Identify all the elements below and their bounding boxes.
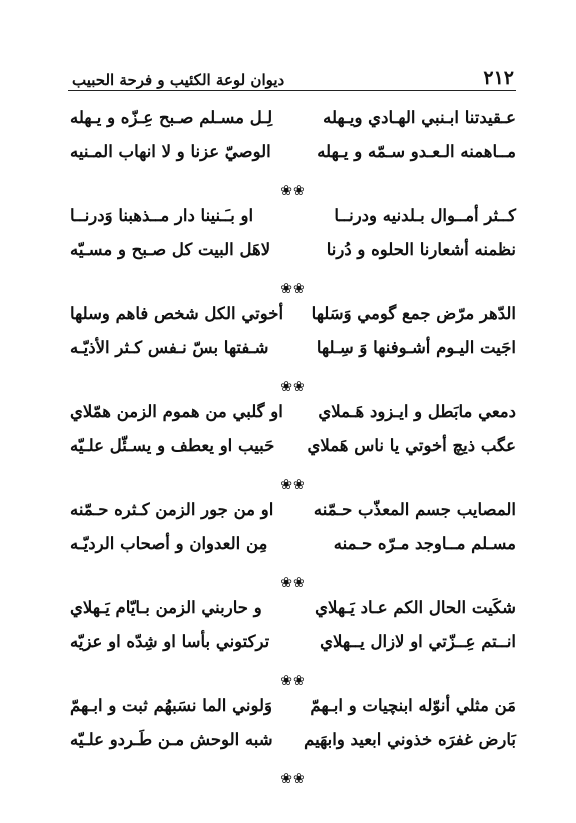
verse-first-hemistich: كــثر أمــوال بـلدنيه ودرنــا <box>334 206 516 225</box>
verse-line <box>70 696 516 730</box>
verse-line <box>70 598 516 632</box>
verse-first-hemistich: اجَيت اليـوم أشـوفنها وَ سِـلها <box>316 338 516 357</box>
verse-line <box>70 632 516 666</box>
verse-second-hemistich: مِن العدوان و أصحاب الرديّـه <box>70 534 268 553</box>
verse-first-hemistich: الدّهر مرّض جمع گومي وَسَلها <box>311 304 516 323</box>
book-title: ديوان لوعة الكئيب و فرحة الحبيب <box>72 71 285 89</box>
verse-first-hemistich: مَن مثلي أنوّله ابنچيات و ابـهمّ <box>310 696 516 715</box>
flower-ornament-icon: ❀❀ <box>280 771 306 787</box>
flower-ornament-icon: ❀❀ <box>280 281 306 297</box>
verse-first-hemistich: انــتم عِــزّتي او لازال يــهلاي <box>320 632 516 651</box>
stanza <box>70 500 516 598</box>
verse-line <box>70 304 516 338</box>
verse-first-hemistich: عگب ذيچ أخوتي يا ناس هَملاي <box>307 436 516 455</box>
verse-second-hemistich: لاهَل البيت كل صـبح و مسـيّه <box>70 240 271 259</box>
verse-line <box>70 500 516 534</box>
page-number: ٢١٢ <box>483 67 514 89</box>
verse-first-hemistich: بَارض غفرَه خذوني ابعيد وابهَيم <box>304 730 516 749</box>
flower-ornament-icon: ❀❀ <box>280 379 306 395</box>
stanza <box>70 696 516 794</box>
verse-line <box>70 108 516 142</box>
page-header <box>72 62 514 88</box>
verse-first-hemistich: نظمنه أشعارنا الحلوه و دُرنا <box>326 240 516 259</box>
verse-second-hemistich: لِـل مسـلم صـبح عِـزّه و يـهله <box>70 108 273 127</box>
verse-line <box>70 206 516 240</box>
verse-second-hemistich: او بـَـنينا دار مــذهبنا وَدرنــا <box>70 206 254 225</box>
verse-first-hemistich: شكَيت الحال الكم عـاد يَـهلاي <box>315 598 516 617</box>
verse-line <box>70 436 516 470</box>
verse-second-hemistich: وَلوني الما نسَبهُم ثبت و ابـهمّ <box>70 696 272 715</box>
verse-first-hemistich: مــاهمنه الـعـدو سـمّه و يـهله <box>317 142 516 161</box>
verse-first-hemistich: عـقيدتنا ابـنبي الهـادي ويـهله <box>323 108 516 127</box>
poem-body <box>70 108 516 794</box>
verse-second-hemistich: و حاربني الزمن بـايّام يَـهلاي <box>70 598 262 617</box>
stanza <box>70 108 516 206</box>
flower-ornament-icon: ❀❀ <box>280 477 306 493</box>
verse-second-hemistich: أخوتي الكل شخص فاهم وسلها <box>70 304 284 323</box>
verse-line <box>70 142 516 176</box>
verse-first-hemistich: مسـلم مــاوجد مـرّه حـمنه <box>333 534 516 553</box>
verse-line <box>70 402 516 436</box>
stanza <box>70 304 516 402</box>
verse-line <box>70 730 516 764</box>
verse-line <box>70 534 516 568</box>
verse-second-hemistich: او من جور الزمن كـثره حـمّنه <box>70 500 274 519</box>
header-rule <box>68 90 516 91</box>
stanza <box>70 402 516 500</box>
stanza <box>70 598 516 696</box>
verse-second-hemistich: تركتوني بأسا او شِدّه او عزيّه <box>70 632 270 651</box>
verse-second-hemistich: شبه الوحش مـن طَـردو علـيّه <box>70 730 273 749</box>
verse-second-hemistich: حَبيب او يعطف و يسـئّل علـيّه <box>70 436 275 455</box>
flower-ornament-icon: ❀❀ <box>280 575 306 591</box>
verse-second-hemistich: الوصيّ عزنا و لا انهاب المـنيه <box>70 142 271 161</box>
stanza <box>70 206 516 304</box>
verse-second-hemistich: او گلبي من هموم الزمن همّلاي <box>70 402 283 421</box>
verse-second-hemistich: شـفتها بسّ نـفس كـثر الأذيّـه <box>70 338 269 357</box>
verse-first-hemistich: المصايب جسم المعذّب حـمّنه <box>313 500 516 519</box>
verse-line <box>70 240 516 274</box>
flower-ornament-icon: ❀❀ <box>280 183 306 199</box>
verse-first-hemistich: دمعي مابَطل و ايـزود هَـملاي <box>318 402 516 421</box>
flower-ornament-icon: ❀❀ <box>280 673 306 689</box>
verse-line <box>70 338 516 372</box>
